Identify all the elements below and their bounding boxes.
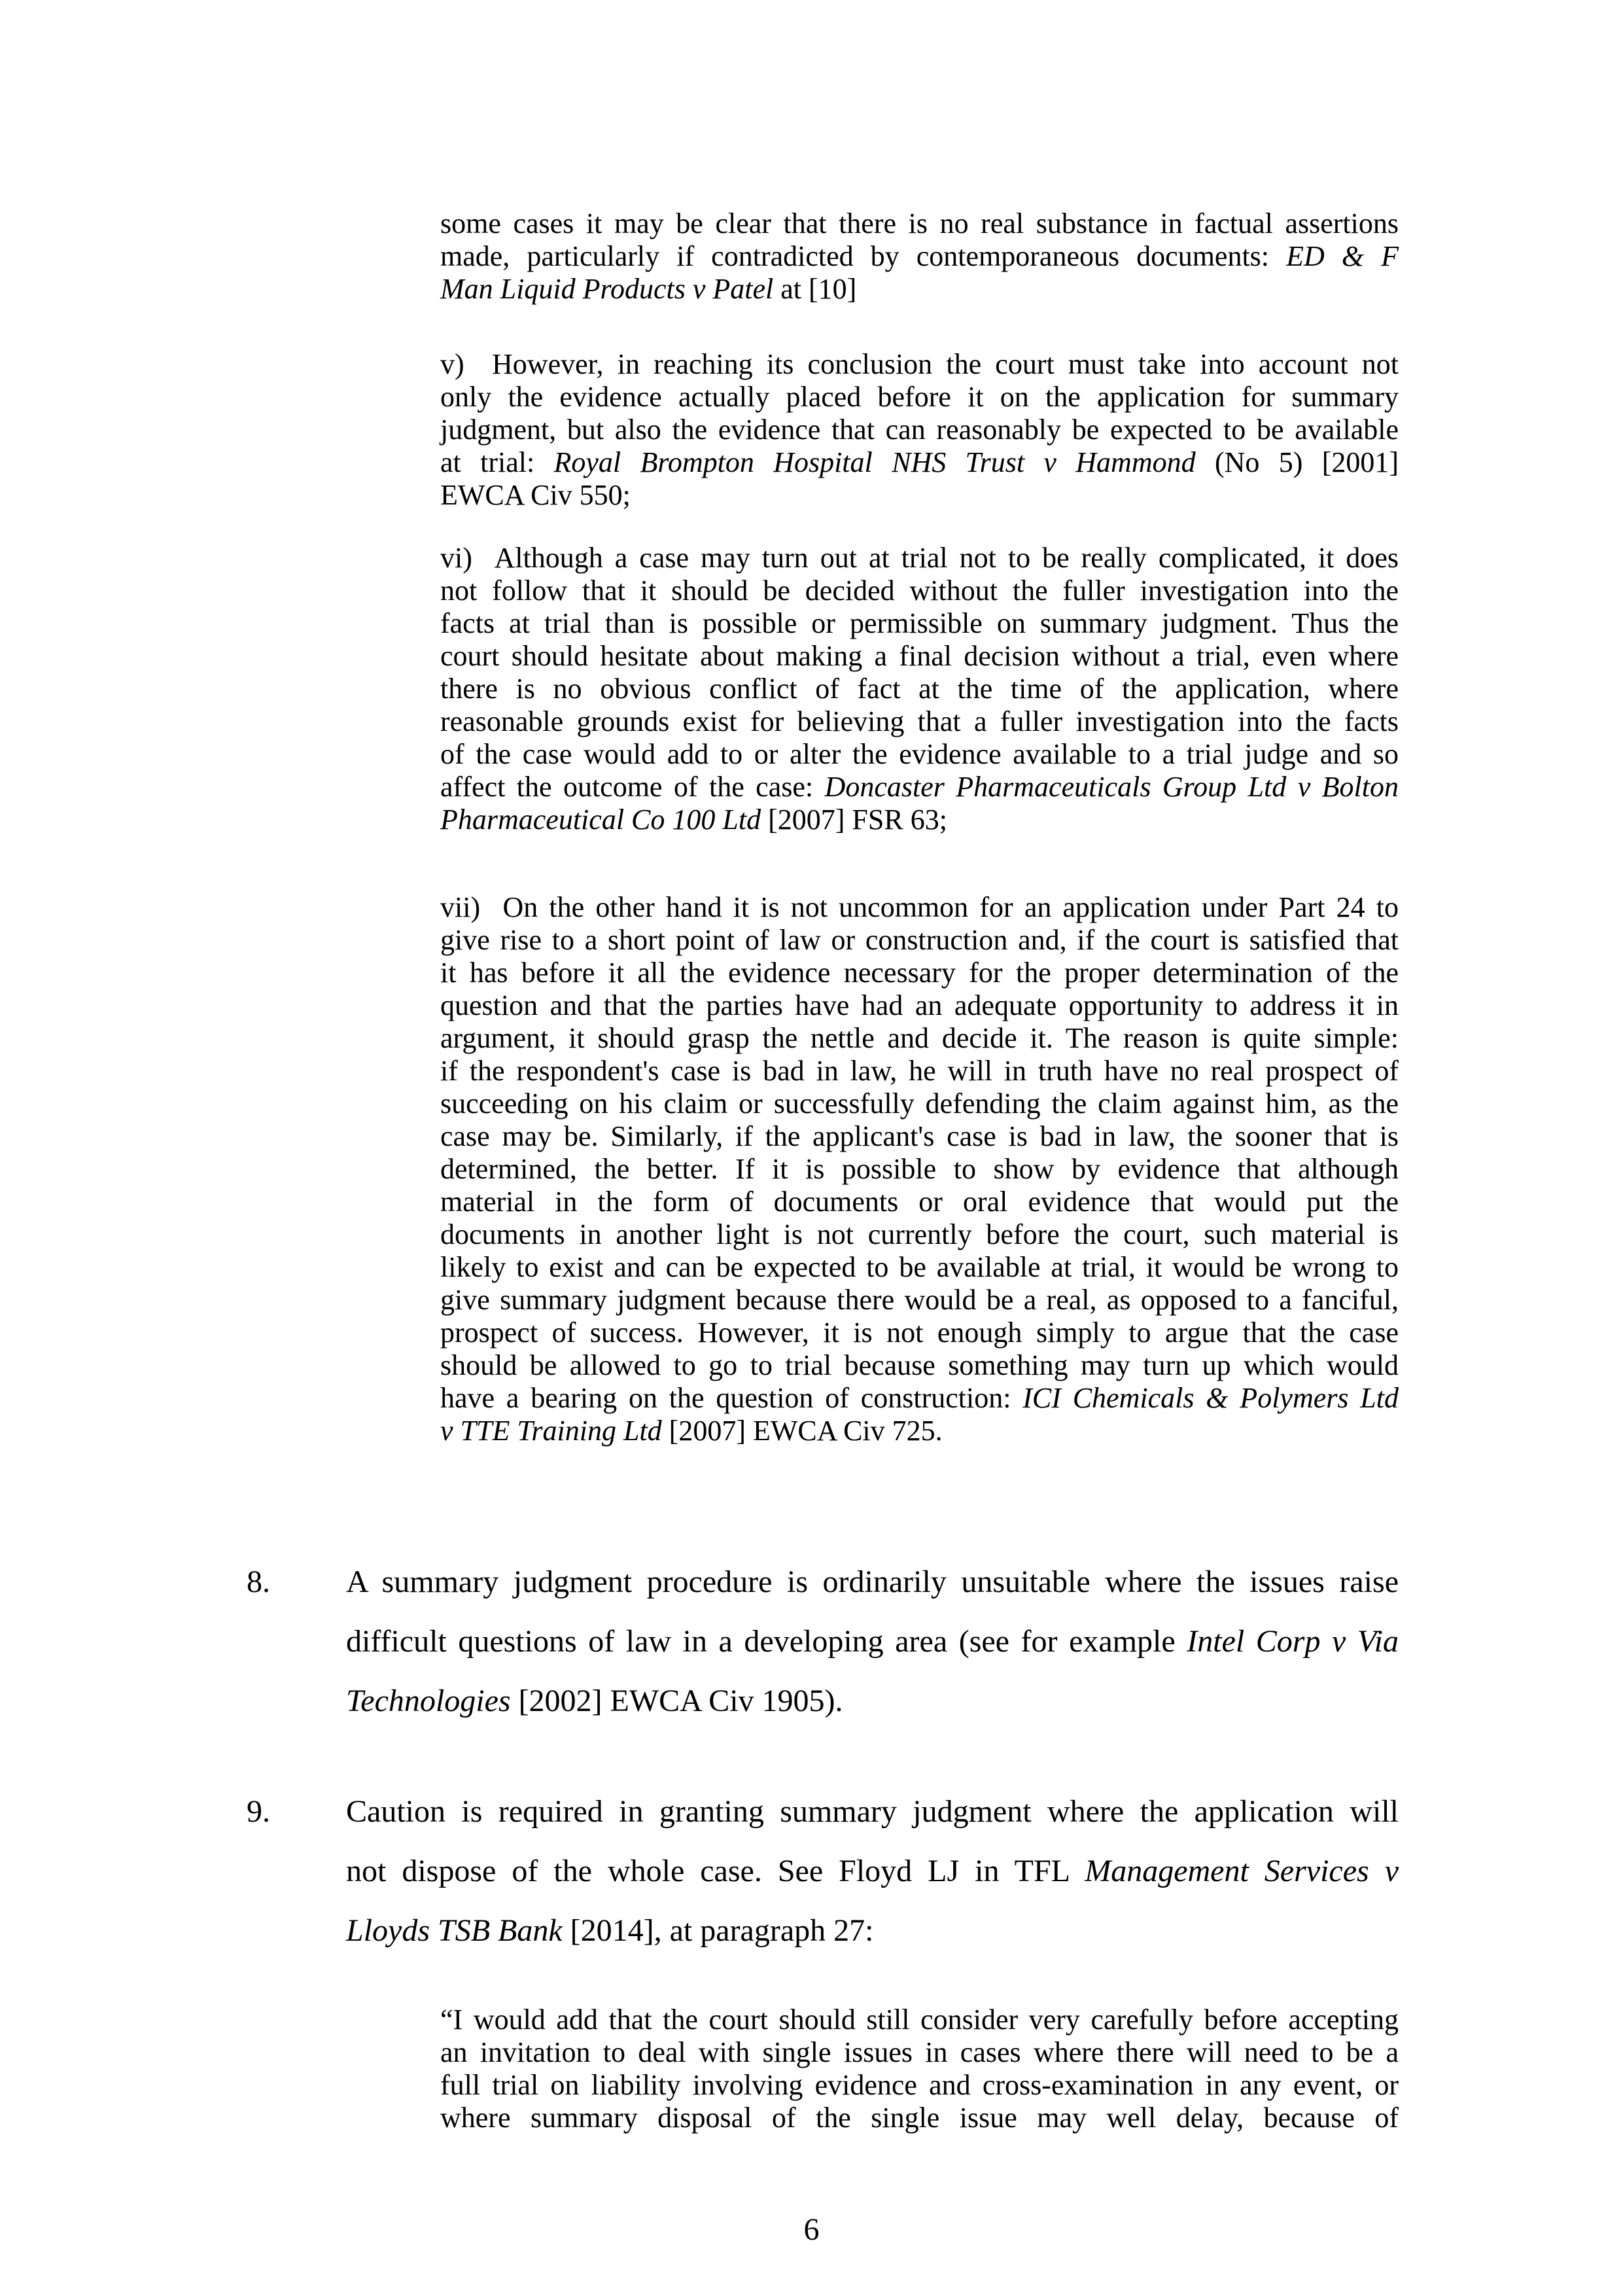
quote-line — [440, 414, 1399, 446]
quote-line — [440, 1218, 1399, 1251]
text-segment: where summary disposal of the single issue may well delay, because of — [440, 2102, 1399, 2134]
text-segment: v) However, in reaching its conclusion the court must take into account not — [440, 348, 1399, 380]
text-segment: there is no obvious conflict of fact at the time of the application, where — [440, 673, 1399, 705]
text-segment: succeeding on his claim or successfully defending the claim against him, as the — [440, 1087, 1399, 1120]
quote-line — [440, 1382, 1399, 1415]
quote-line — [440, 989, 1399, 1022]
quote-tfl-para-27 — [440, 2004, 1399, 2134]
quote-line — [440, 1022, 1399, 1055]
text-segment: not follow that it should be decided without the fuller investigation into the — [440, 574, 1399, 607]
text-segment: have a bearing on the question of construction: — [440, 1382, 1023, 1414]
quote-vi-doncaster — [440, 542, 1399, 836]
case-citation: ICI Chemicals & Polymers Ltd — [1022, 1382, 1399, 1414]
text-segment: Caution is required in granting summary judgment where the application will — [346, 1794, 1399, 1829]
text-segment: not dispose of the whole case. See Floyd LJ in TFL — [346, 1854, 1085, 1888]
paragraph-line — [346, 1552, 1399, 1612]
paragraph-line — [346, 1671, 1399, 1731]
text-segment: some cases it may be clear that there is no real substance in factual assertions — [440, 207, 1399, 239]
text-segment: [2014], at paragraph 27: — [562, 1913, 874, 1948]
text-segment: case may be. Similarly, if the applicant's case is bad in law, the sooner that is — [440, 1120, 1399, 1152]
paragraph-line — [346, 1612, 1399, 1671]
quote-line — [440, 738, 1399, 771]
quote-line — [440, 957, 1399, 989]
quote-line — [440, 705, 1399, 738]
case-citation: Doncaster Pharmaceuticals Group Ltd v Bolton — [824, 771, 1399, 803]
text-segment: facts at trial than is possible or permissible on summary judgment. Thus the — [440, 607, 1399, 639]
text-segment: made, particularly if contradicted by contemporaneous documents: — [440, 240, 1287, 272]
text-segment: question and that the parties have had an adequate opportunity to address it in — [440, 989, 1399, 1021]
quote-line — [440, 1153, 1399, 1186]
text-segment: [2002] EWCA Civ 1905). — [510, 1684, 843, 1718]
case-citation: Man Liquid Products v Patel — [440, 273, 774, 305]
quote-line — [440, 1055, 1399, 1087]
text-segment: of the case would add to or alter the evidence available to a trial judge and so — [440, 738, 1399, 770]
quote-line — [440, 2102, 1399, 2134]
quote-line — [440, 1186, 1399, 1218]
text-segment: prospect of success. However, it is not enough simply to argue that the case — [440, 1316, 1399, 1349]
text-segment: vii) On the other hand it is not uncommon for an application under Part 24 to — [440, 891, 1399, 923]
text-segment: argument, it should grasp the nettle and decide it. The reason is quite simple: — [440, 1022, 1399, 1054]
case-citation: v TTE Training Ltd — [440, 1415, 662, 1447]
text-segment: court should hesitate about making a final decision without a trial, even where — [440, 640, 1399, 672]
quote-line — [440, 381, 1399, 414]
quote-vii-ici-chemicals — [440, 891, 1399, 1447]
text-segment: judgment, but also the evidence that can reasonably be expected to be available — [440, 414, 1399, 446]
text-segment: (No 5) [2001] — [1195, 446, 1399, 478]
case-citation: Pharmaceutical Co 100 Ltd — [440, 804, 761, 836]
text-segment: difficult questions of law in a developing area (see for example — [346, 1624, 1187, 1659]
case-citation: Management Services v — [1085, 1854, 1399, 1888]
quote-line — [440, 673, 1399, 705]
text-segment: EWCA Civ 550; — [440, 479, 631, 511]
text-segment: if the respondent's case is bad in law, he will in truth have no real prospect of — [440, 1055, 1399, 1087]
quote-line — [440, 640, 1399, 673]
quote-line — [440, 924, 1399, 957]
quote-line — [440, 1087, 1399, 1120]
quote-line — [440, 2004, 1399, 2036]
quote-line — [440, 240, 1399, 273]
text-segment: at trial: — [440, 446, 554, 478]
quote-line — [440, 891, 1399, 924]
text-segment: it has before it all the evidence necessary for the proper determination of the — [440, 957, 1399, 989]
paragraph-number: 9. — [247, 1794, 270, 1829]
text-segment: material in the form of documents or oral evidence that would put the — [440, 1186, 1399, 1218]
text-segment: [2007] EWCA Civ 725. — [661, 1415, 943, 1447]
paragraph-line — [346, 1901, 1399, 1960]
text-segment: should be allowed to go to trial because something may turn up which would — [440, 1349, 1399, 1381]
paragraph-line — [346, 1841, 1399, 1901]
quote-line — [440, 273, 1399, 306]
text-segment: only the evidence actually placed before it on the application for summary — [440, 381, 1399, 413]
text-segment: an invitation to deal with single issues in cases where there will need to be a — [440, 2036, 1399, 2068]
quote-line — [440, 1120, 1399, 1153]
page-number: 6 — [803, 2212, 820, 2247]
text-segment: at [10] — [773, 273, 857, 305]
para-8-intel — [247, 1552, 1399, 1731]
text-segment: likely to exist and can be expected to be available at trial, it would be wrong to — [440, 1251, 1399, 1283]
quote-line — [440, 771, 1399, 804]
text-segment: documents in another light is not currently before the court, such material is — [440, 1218, 1399, 1250]
case-citation: Technologies — [346, 1684, 511, 1718]
quote-line — [440, 1415, 1399, 1447]
paragraph-number: 8. — [247, 1564, 270, 1599]
text-segment: A summary judgment procedure is ordinarily unsuitable where the issues raise — [346, 1564, 1399, 1599]
case-citation: ED & F — [1286, 240, 1399, 272]
case-citation: Lloyds TSB Bank — [346, 1913, 563, 1948]
paragraph-line — [346, 1782, 1399, 1841]
quote-line — [440, 1251, 1399, 1284]
quote-line — [440, 542, 1399, 574]
quote-ed-f-man-liquid — [440, 207, 1399, 306]
text-segment: determined, the better. If it is possible to show by evidence that although — [440, 1153, 1399, 1185]
quote-line — [440, 607, 1399, 640]
text-segment: full trial on liability involving evidence and cross-examination in any event, or — [440, 2069, 1399, 2101]
text-segment: reasonable grounds exist for believing that a fuller investigation into the facts — [440, 705, 1399, 737]
quote-line — [440, 1284, 1399, 1316]
case-citation: Intel Corp v Via — [1187, 1624, 1399, 1659]
text-segment: give summary judgment because there would be a real, as opposed to a fanciful, — [440, 1284, 1399, 1316]
text-segment: give rise to a short point of law or construction and, if the court is satisfied that — [440, 924, 1399, 956]
para-9-tfl — [247, 1782, 1399, 1960]
quote-line — [440, 479, 1399, 512]
quote-line — [440, 348, 1399, 381]
quote-v-royal-brompton — [440, 348, 1399, 512]
quote-line — [440, 1349, 1399, 1382]
quote-line — [440, 2069, 1399, 2102]
text-segment: [2007] FSR 63; — [761, 804, 947, 836]
quote-line — [440, 574, 1399, 607]
text-segment: affect the outcome of the case: — [440, 771, 825, 803]
case-citation: Royal Brompton Hospital NHS Trust v Hammond — [553, 446, 1196, 478]
text-segment: “I would add that the court should still consider very carefully before accepting — [440, 2004, 1399, 2036]
text-segment: vi) Although a case may turn out at trial not to be really complicated, it does — [440, 542, 1399, 574]
quote-line — [440, 1316, 1399, 1349]
quote-line — [440, 2036, 1399, 2069]
quote-line — [440, 207, 1399, 240]
quote-line — [440, 804, 1399, 836]
quote-line — [440, 446, 1399, 479]
